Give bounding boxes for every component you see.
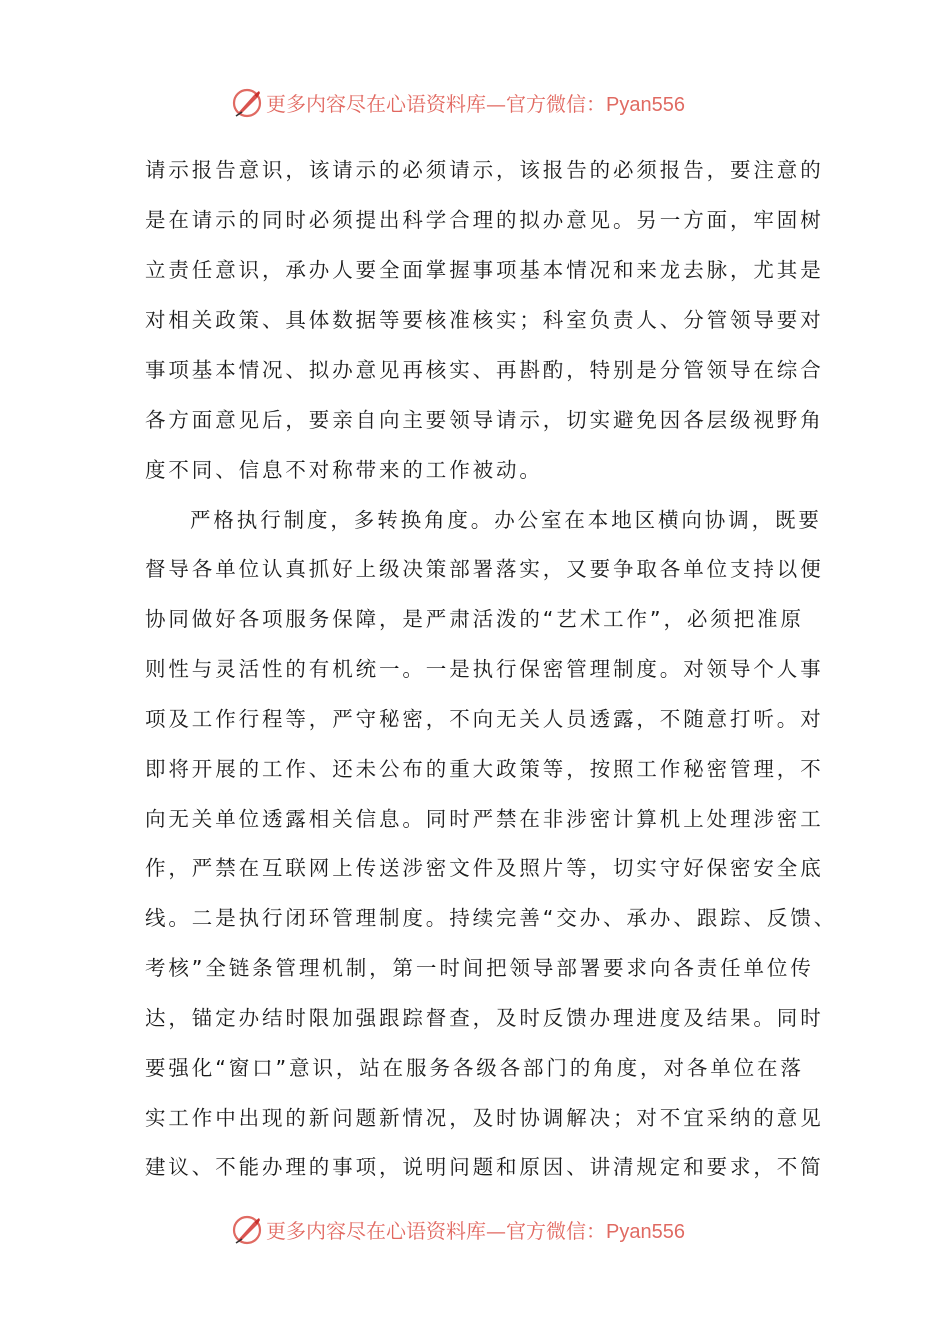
text-line: 各方面意见后，要亲自向主要领导请示，切实避免因各层级视野角 (145, 408, 824, 432)
text-line: 即将开展的工作、还未公布的重大政策等，按照工作秘密管理，不 (145, 757, 824, 781)
footer-banner (0, 1211, 950, 1251)
text-line: 考核”全链条管理机制，第一时间把领导部署要求向各责任单位传 (145, 956, 814, 980)
text-line: 事项基本情况、拟办意见再核实、再斟酌，特别是分管领导在综合 (145, 358, 824, 382)
text-line: 项及工作行程等，严守秘密，不向无关人员透露，不随意打听。对 (145, 707, 824, 731)
paragraph-start-line: 严格执行制度，多转换角度。办公室在本地区横向协调，既要 (190, 508, 822, 532)
text-line: 达，锚定办结时限加强跟踪督查，及时反馈办理进度及结果。同时 (145, 1006, 824, 1030)
text-line: 作，严禁在互联网上传送涉密文件及照片等，切实守好保密安全底 (145, 856, 824, 880)
text-line: 向无关单位透露相关信息。同时严禁在非涉密计算机上处理涉密工 (145, 807, 824, 831)
text-line: 要强化“窗口”意识，站在服务各级各部门的角度，对各单位在落 (145, 1056, 804, 1080)
banner-wechat-id: Pyan556 (606, 94, 685, 116)
banner-wechat-label: —官方微信： (486, 1219, 606, 1243)
banner-wechat-label: —官方微信： (486, 92, 606, 116)
text-line: 请示报告意识，该请示的必须请示，该报告的必须报告，要注意的 (145, 158, 824, 182)
text-line: 是在请示的同时必须提出科学合理的拟办意见。另一方面，牢固树 (145, 208, 824, 232)
banner-title: 更多内容尽在心语资料库 (266, 92, 486, 116)
text-line: 建议、不能办理的事项，说明问题和原因、讲清规定和要求，不简 (145, 1155, 824, 1179)
text-line: 督导各单位认真抓好上级决策部署落实，又要争取各单位支持以便 (145, 557, 824, 581)
banner-text (266, 1217, 685, 1246)
text-line: 对相关政策、具体数据等要核准核实；科室负责人、分管领导要对 (145, 308, 824, 332)
quill-logo-icon (230, 1213, 264, 1247)
banner-wechat-id: Pyan556 (606, 1221, 685, 1243)
text-line: 线。二是执行闭环管理制度。持续完善“交办、承办、跟踪、反馈、 (145, 906, 838, 930)
text-line: 实工作中出现的新问题新情况，及时协调解决；对不宜采纳的意见 (145, 1106, 824, 1130)
text-line: 立责任意识，承办人要全面掌握事项基本情况和来龙去脉，尤其是 (145, 258, 824, 282)
text-line: 度不同、信息不对称带来的工作被动。 (145, 458, 543, 482)
text-line: 则性与灵活性的有机统一。一是执行保密管理制度。对领导个人事 (145, 657, 824, 681)
banner-title: 更多内容尽在心语资料库 (266, 1219, 486, 1243)
text-line: 协同做好各项服务保障，是严肃活泼的“艺术工作”，必须把准原 (145, 607, 804, 631)
